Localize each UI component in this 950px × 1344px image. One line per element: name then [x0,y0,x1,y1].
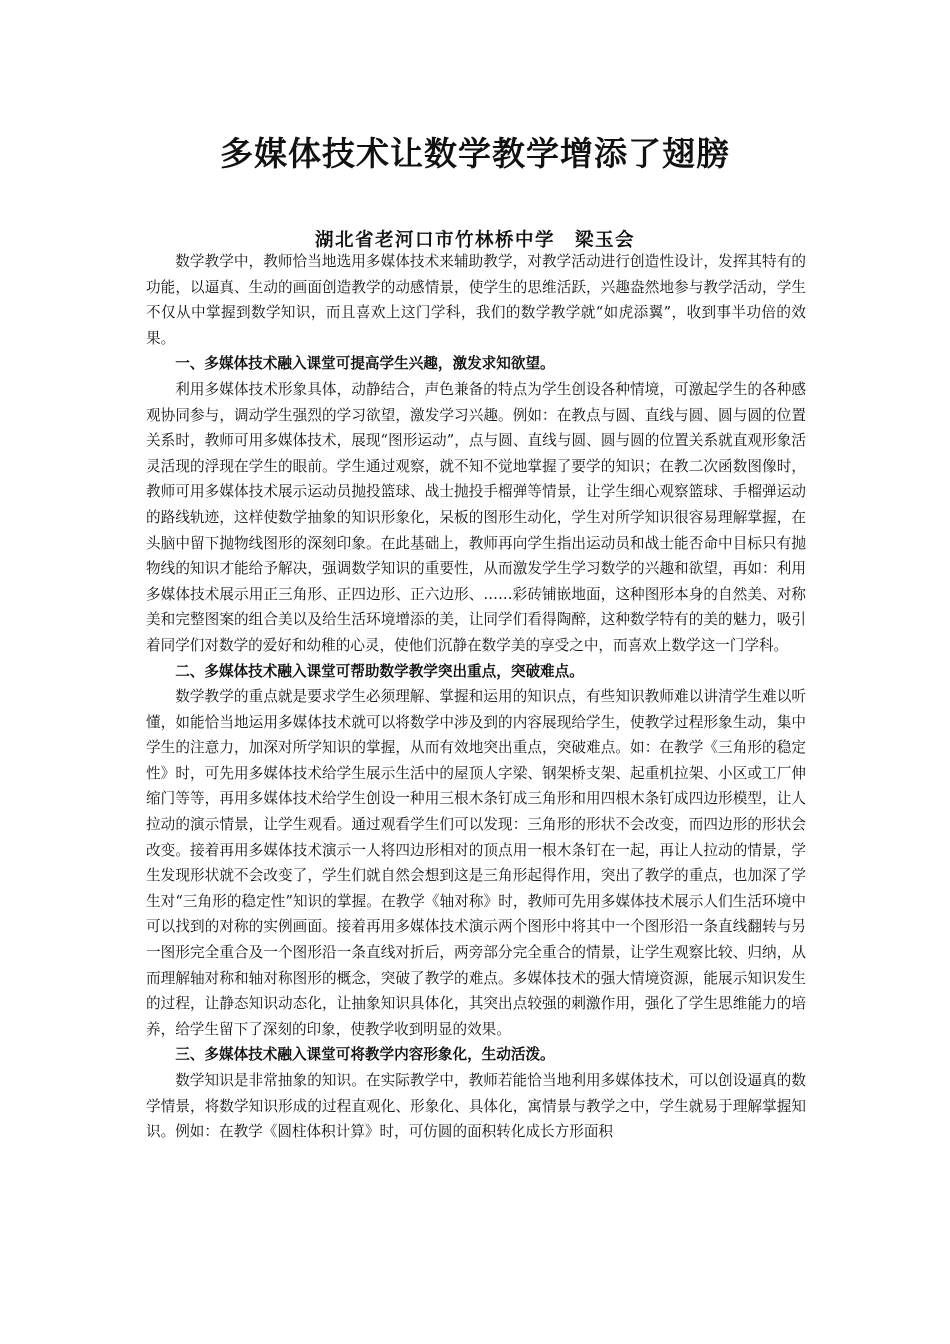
section-paragraph: 数学教学的重点就是要求学生必须理解、掌握和运用的知识点，有些知识教师难以讲清学生难以听懂，如能恰当地运用多媒体技术就可以将数学中涉及到的内容展现给学生，使教学过程形象生动，集中学生的注意力，加深对所学知识的掌握，从而有效地突出重点，突破难点。如：在教学《三角形的稳定性》时，可先用多媒体技术给学生展示生活中的屋顶人字梁、钢架桥支架、起重机拉架、小区或工厂伸缩门等等，再用多媒体技术给学生创设一种用三根木条钉成三角形和用四根木条钉成四边形模型，让人拉动的演示情景，让学生观看。通过观看学生们可以发现：三角形的形状不会改变，而四边形的形状会改变。接着再用多媒体技术演示一人将四边形相对的顶点用一根木条钉在一起，再让人拉动的情景，学生发现形状就不会改变了，学生们就自然会想到这是三角形起得作用，突出了教学的重点，也加深了学生对“三角形的稳定性”知识的掌握。在教学《轴对称》时，教师可先用多媒体技术展示人们生活环境中可以找到的对称的实例画面。接着再用多媒体技术演示两个图形中将其中一个图形沿一条直线翻转与另一图形完全重合及一个图形沿一条直线对折后，两旁部分完全重合的情景，让学生观察比较、归纳，从而理解轴对称和轴对称图形的概念，突破了教学的难点。多媒体技术的强大情境资源，能展示知识发生的过程，让静态知识动态化，让抽象知识具体化，其突出点较强的刺激作用，强化了学生思维能力的培养，给学生留下了深刻的印象，使教学收到明显的效果。 [146,688,806,1038]
document-body [146,249,806,1145]
section-heading: 二、多媒体技术融入课堂可帮助数学教学突出重点，突破难点。 [175,662,584,680]
document-author: 湖北省老河口市竹林桥中学 梁玉会 [314,230,635,251]
section-heading: 一、多媒体技术融入课堂可提高学生兴趣，激发求知欲望。 [175,355,555,373]
section-paragraph: 利用多媒体技术形象具体，动静结合，声色兼备的特点为学生创设各种情境，可激起学生的各种感观协同参与，调动学生强烈的学习欲望，激发学习兴趣。例如：在教点与圆、直线与圆、圆与圆的位置关系时，教师可用多媒体技术，展现“图形运动”，点与圆、直线与圆、圆与圆的位置关系就直观形象活灵活现的浮现在学生的眼前。学生通过观察，就不知不觉地掌握了要学的知识；在教二次函数图像时，教师可用多媒体技术展示运动员抛投篮球、战士抛投手榴弹等情景，让学生细心观察篮球、手榴弹运动的路线轨迹，这样使数学抽象的知识形象化，呆板的图形生动化，学生对所学知识很容易理解掌握，在头脑中留下抛物线图形的深刻印象。在此基础上，教师再向学生指出运动员和战士能否命中目标只有抛物线的知识才能给予解决，强调数学知识的重要性，从而激发学生学习数学的兴趣和欲望，再如：利用多媒体技术展示用正三角形、正四边形、正六边形、……彩砖铺嵌地面，这种图形本身的自然美、对称美和完整图案的组合美以及给生活环境增添的美，让同学们看得陶醉，这种数学特有的美的魅力，吸引着同学们对数学的爱好和幼稚的心灵，使他们沉静在数学美的享受之中，而喜欢上数学这一门学科。 [146,380,806,654]
document-title: 多媒体技术让数学教学增添了翅膀 [220,134,730,173]
section-heading: 三、多媒体技术融入课堂可将教学内容形象化，生动活泼。 [175,1046,555,1064]
section-paragraph: 数学知识是非常抽象的知识。在实际教学中，教师若能恰当地利用多媒体技术，可以创设逼真的数学情景，将数学知识形成的过程直观化、形象化、具体化，寓情景与教学之中，学生就易于理解掌握知识。例如：在教学《圆柱体积计算》时，可仿圆的面积转化成长方形面积 [146,1072,806,1141]
intro-paragraph: 数学教学中，教师恰当地选用多媒体技术来辅助教学，对教学活动进行创造性设计，发挥其特有的功能，以逼真、生动的画面创造教学的动感情景，使学生的思维活跃，兴趣盎然地参与教学活动，学生不仅从中掌握到数学知识，而且喜欢上这门学科，我们的数学教学就“如虎添翼”，收到事半功倍的效果。 [146,253,806,347]
